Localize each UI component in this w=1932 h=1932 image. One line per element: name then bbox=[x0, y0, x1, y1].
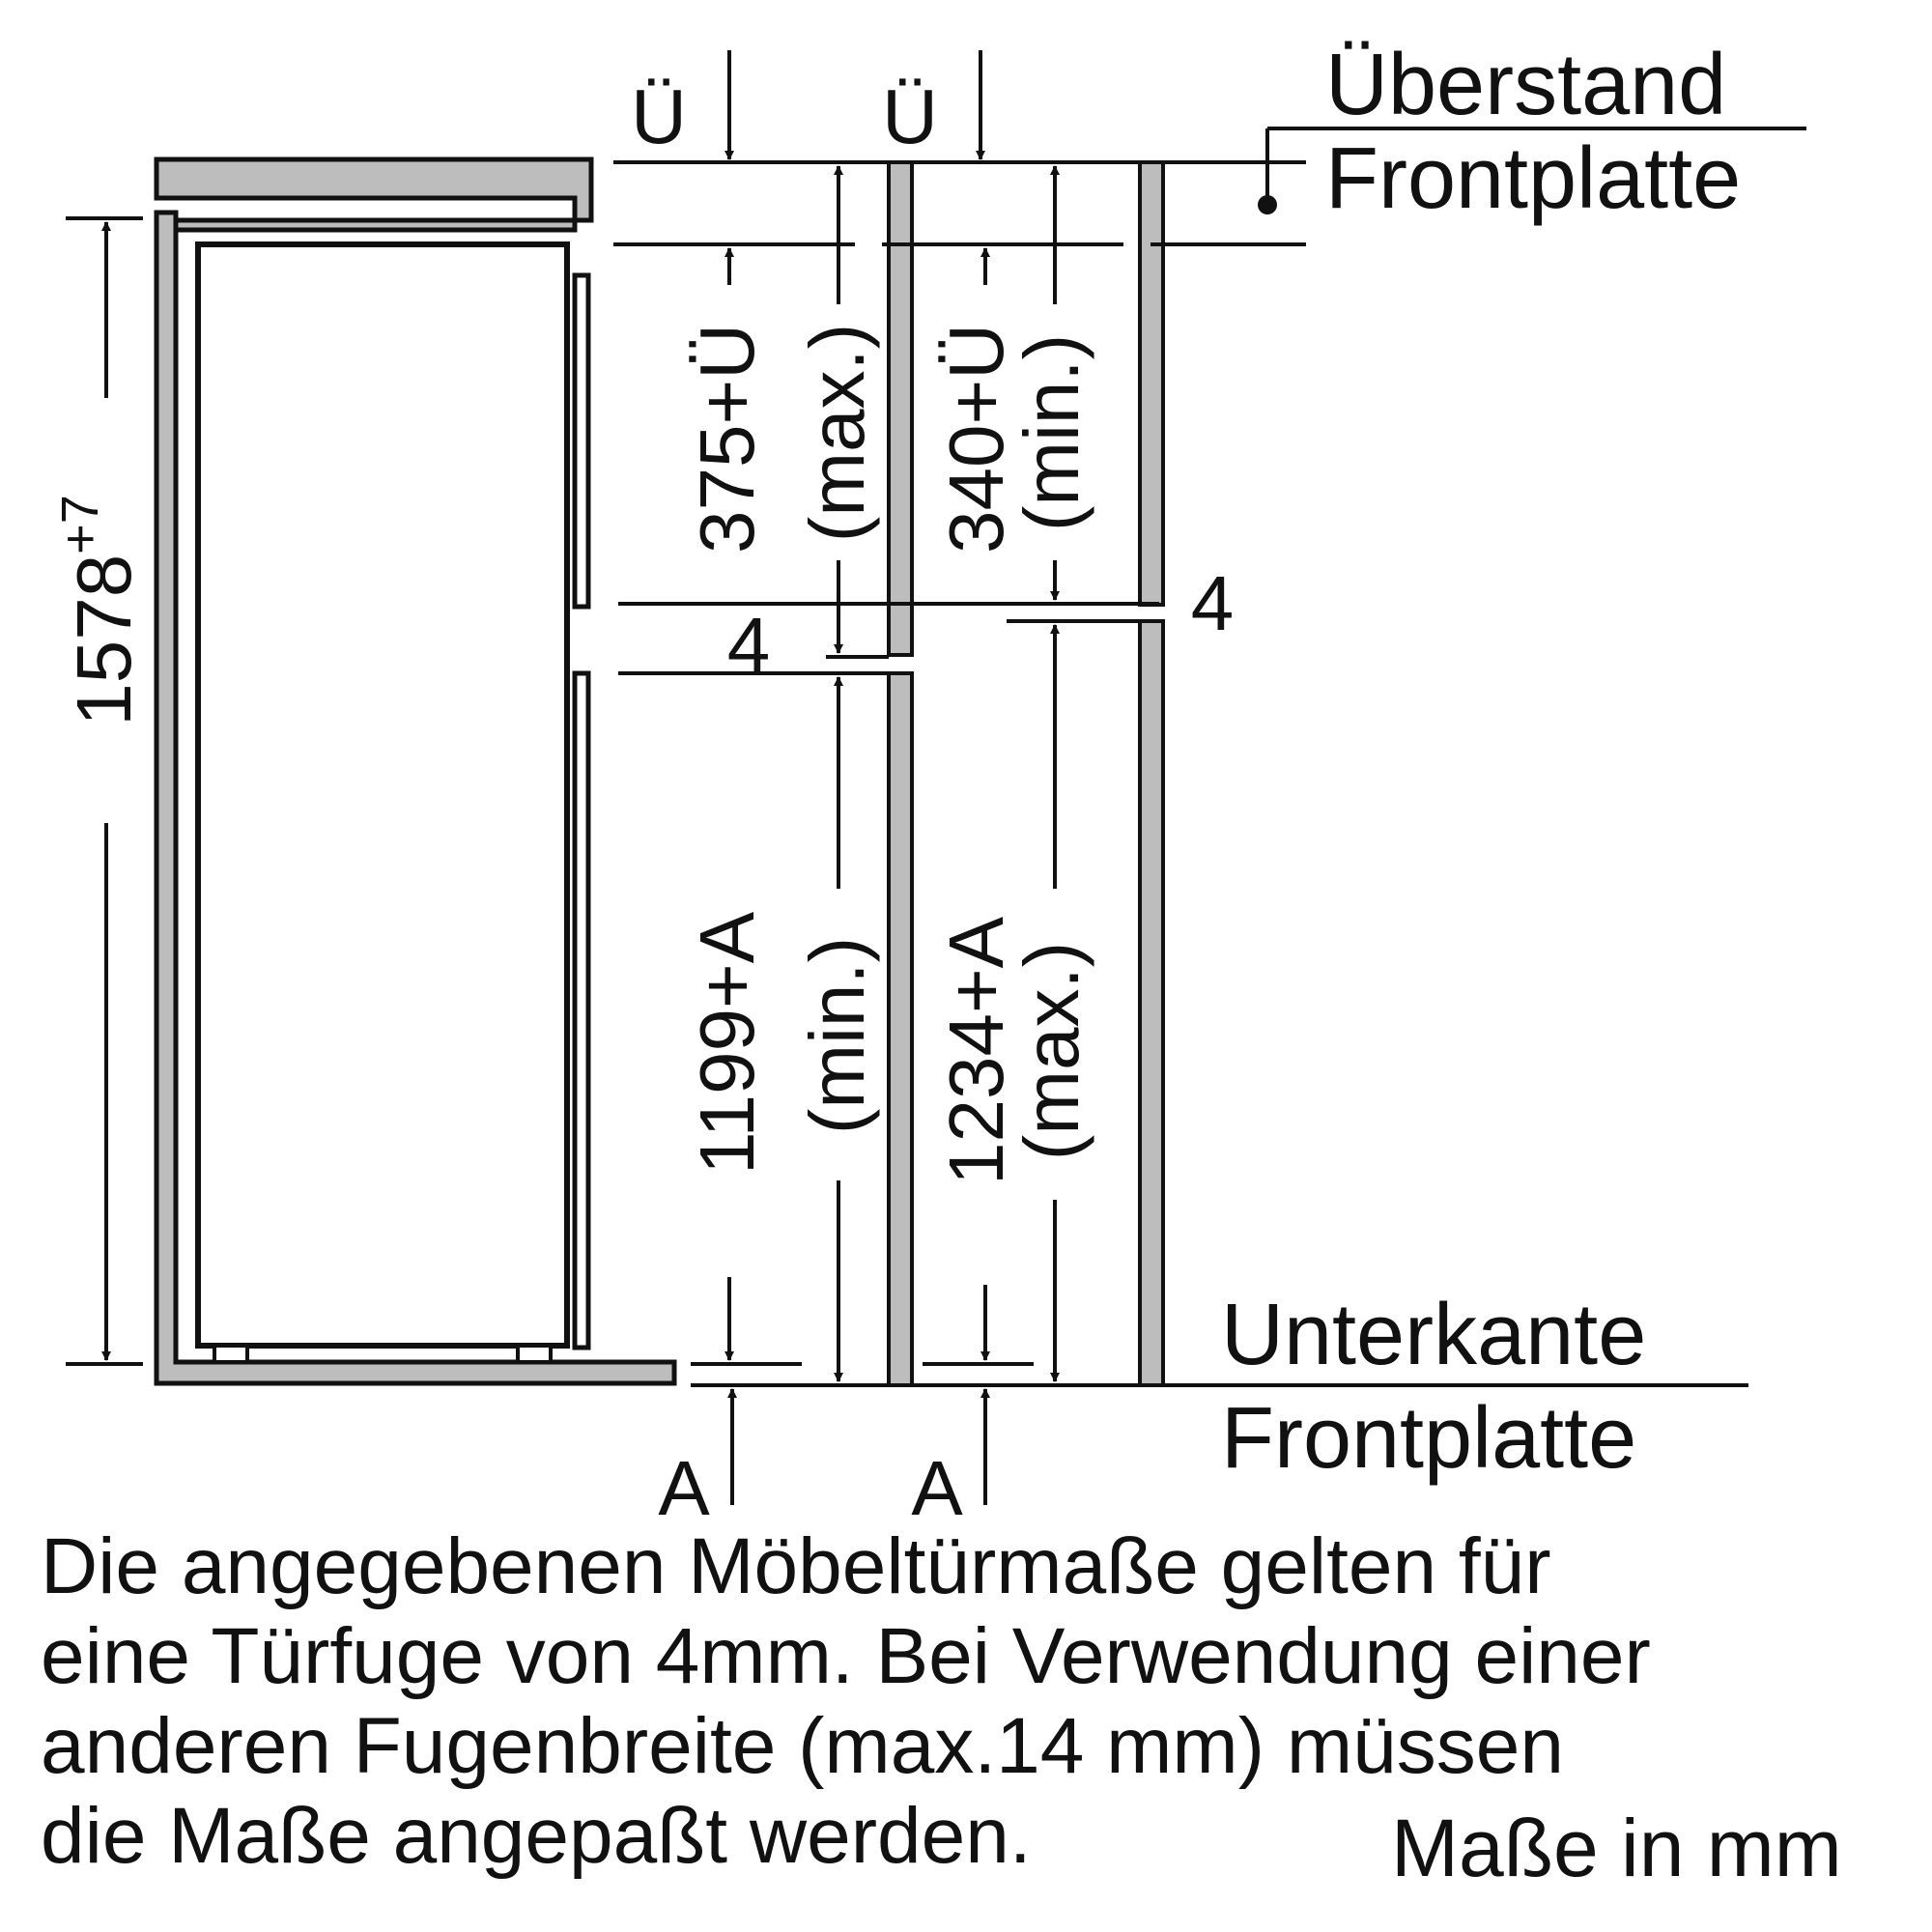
gap-label-right: 4 bbox=[1190, 560, 1235, 646]
niche-height-value: 1578 bbox=[61, 554, 147, 726]
upper-door-right-value: 340+Ü bbox=[933, 324, 1019, 554]
appliance-lower-door bbox=[575, 673, 588, 1348]
cabinet-drawing bbox=[156, 159, 674, 1383]
bottom-marker-left: A bbox=[658, 1445, 710, 1531]
overhang-title-line1: Überstand bbox=[1325, 37, 1727, 133]
lower-door-right-value: 1234+A bbox=[933, 916, 1019, 1186]
note-line-2: eine Türfuge von 4mm. Bei Verwendung einer bbox=[41, 1612, 1651, 1700]
appliance-foot-left bbox=[214, 1346, 247, 1362]
cabinet-top-panel bbox=[156, 159, 591, 230]
gap-label-left: 4 bbox=[726, 602, 771, 688]
note-line-3: anderen Fugenbreite (max.14 mm) müssen bbox=[41, 1702, 1564, 1790]
upper-door-right-qualifier: (min.) bbox=[1009, 333, 1094, 532]
upper-door-left-qualifier: (max.) bbox=[794, 323, 880, 543]
niche-height-tolerance: +7 bbox=[51, 495, 109, 554]
units-label: Maße in mm bbox=[1391, 1803, 1842, 1893]
bottom-marker-right: A bbox=[911, 1445, 963, 1531]
niche-height-label bbox=[51, 495, 147, 726]
overhang-marker-right: Ü bbox=[882, 73, 938, 159]
lower-door-left-value: 1199+A bbox=[684, 911, 770, 1176]
bottom-title-line2: Frontplatte bbox=[1221, 1390, 1637, 1487]
note-line-4: die Maße angepaßt werden. bbox=[41, 1792, 1032, 1880]
front-panel-upper-left bbox=[889, 162, 912, 655]
lower-door-left-qualifier: (min.) bbox=[794, 936, 880, 1135]
appliance-upper-door bbox=[575, 275, 588, 607]
front-panel-upper-right bbox=[1140, 162, 1163, 605]
front-panel-lower-left bbox=[889, 673, 912, 1385]
appliance-foot-right bbox=[518, 1346, 551, 1362]
bottom-title-line1: Unterkante bbox=[1221, 1287, 1647, 1383]
note-line-1: Die angegebenen Möbeltürmaße gelten für bbox=[41, 1522, 1551, 1610]
front-panel-lower-right bbox=[1140, 621, 1163, 1385]
appliance-body bbox=[198, 244, 567, 1346]
overhang-leader-dot bbox=[1258, 195, 1277, 214]
overhang-marker-left: Ü bbox=[631, 73, 687, 159]
upper-door-left-value: 375+Ü bbox=[684, 324, 770, 554]
overhang-title-line2: Frontplatte bbox=[1325, 130, 1742, 227]
lower-door-right-qualifier: (max.) bbox=[1009, 941, 1094, 1161]
